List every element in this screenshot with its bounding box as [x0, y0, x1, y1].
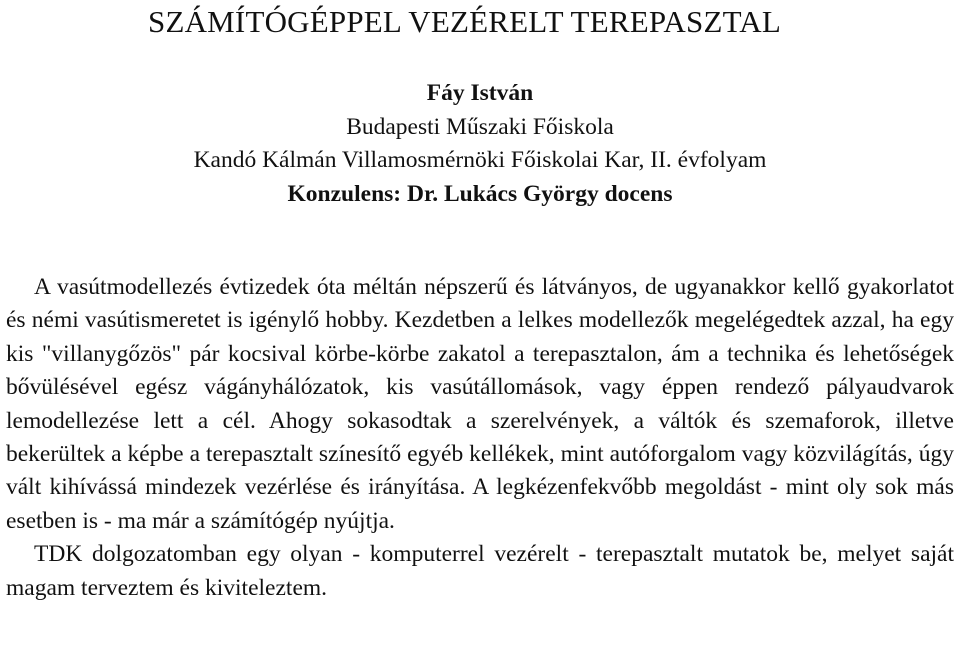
- advisor: Konzulens: Dr. Lukács György docens: [287, 180, 673, 207]
- author-block: [0, 77, 960, 211]
- paper-title: SZÁMÍTÓGÉPPEL VEZÉRELT TEREPASZTAL: [148, 4, 781, 39]
- abstract-paragraph-2: TDK dolgozatomban egy olyan - komputerrel vezérelt - terepasztalt mutatok be, melyet saját magam terveztem és kiviteleztem.: [6, 541, 954, 601]
- abstract: [6, 271, 954, 605]
- abstract-paragraph-1: A vasútmodellezés évtizedek óta méltán népszerű és látványos, de ugyanakkor kellő gyakorlatot és némi vasútismeretet is igénylő hobby. Kezdetben a lelkes modellezők megelégedtek azzal, ha egy kis "villanygőzös" pár kocsival körbe-körbe zakatol a terepasztalon, ám a technika és lehetőségek bővülésével egész vágányhálózatok, kis vasútállomások, vagy éppen rendező pályaudvarok lemodellezése lett a cél. Ahogy sokasodtak a szerelvények, a váltók és szemaforok, illetve bekerültek a képbe a terepasztalt színesítő egyéb kellékek, mint autóforgalom vagy közvilágítás, úgy vált kihívássá mindezek vezérlése és irányítása. A legkézenfekvőbb megoldást - mint oly sok más esetben is - ma már a számítógép nyújtja.: [6, 274, 954, 534]
- faculty: Kandó Kálmán Villamosmérnöki Főiskolai Kar, II. évfolyam: [193, 147, 767, 174]
- institution: Budapesti Műszaki Főiskola: [346, 113, 614, 140]
- author-name: Fáy István: [426, 80, 534, 106]
